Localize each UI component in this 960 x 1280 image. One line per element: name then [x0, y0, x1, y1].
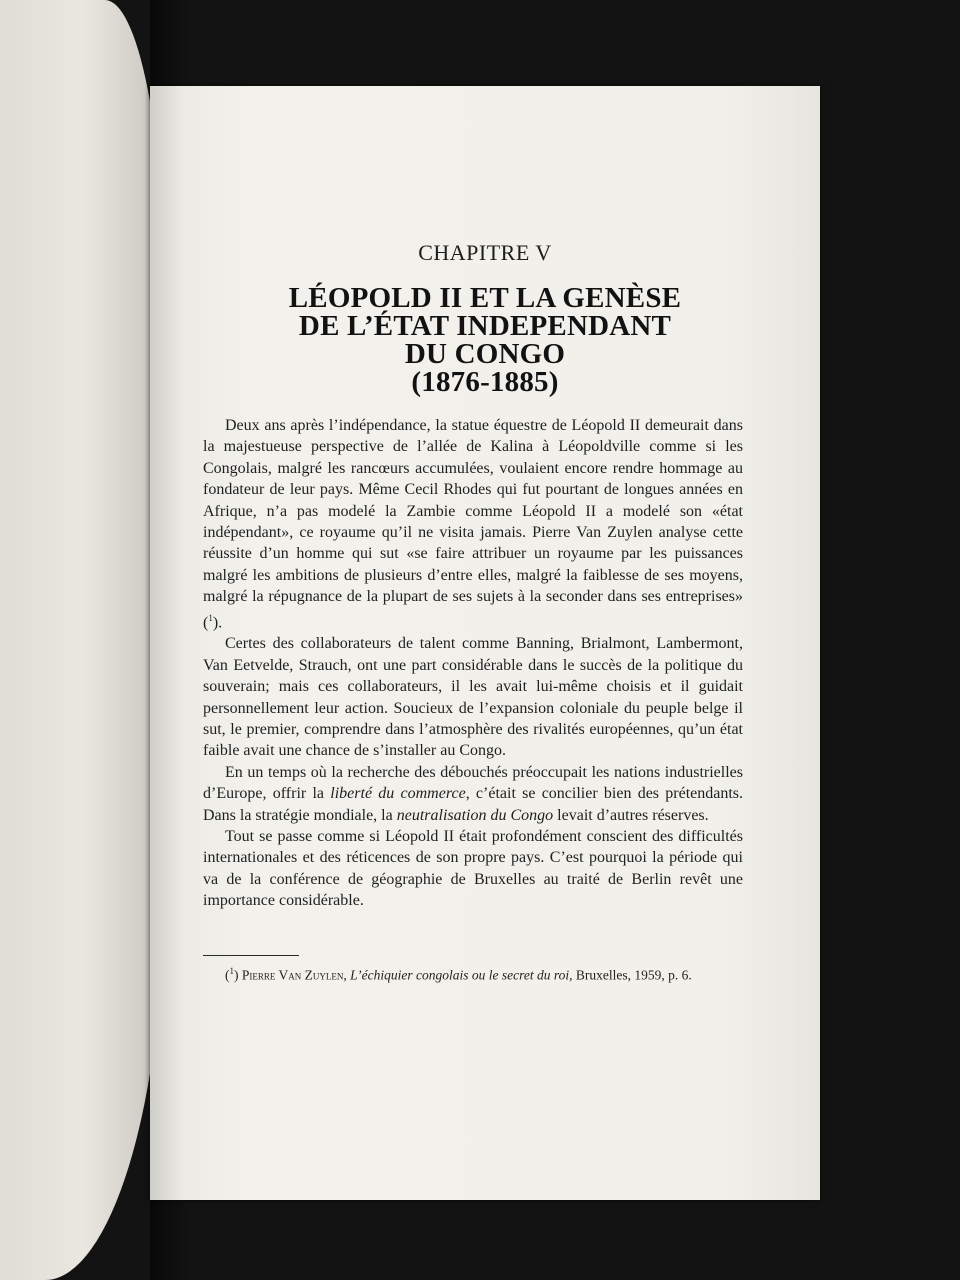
title-line: (1876-1885): [411, 366, 559, 398]
footnote-divider: [203, 955, 299, 956]
paragraph: Certes des collaborateurs de talent comme Banning, Brialmont, Lambermont, Van Eetvelde, Strauch, ont une part considérable dans le succès de la politique du souverain; mais ces collaborateurs, il les avait lui-même choisis et il guidait personnellement leur action. Soucieux de l’expansion coloniale du peuple belge il sut, le premier, comprendre dans l’atmosphère des rivalités européennes, qu’un état faible avait une chance de s’installer au Congo.: [203, 635, 743, 760]
paragraph: Tout se passe comme si Léopold II était profondément conscient des difficultés internationales et des réticences de son propre pays. C’est pourquoi la période qui va de la conférence de géographie de Bruxelles au traité de Berlin revêt une importance considérable.: [203, 828, 743, 910]
paragraph: Deux ans après l’indépendance, la statue équestre de Léopold II demeurait dans la majestueuse perspective de l’allée de Kalina à Léopoldville comme si les Congolais, malgré les rancœurs accumulées, voulaient encore rendre hommage au fondateur de leur pays. Même Cecil Rhodes qui fut pourtant de longues années en Afrique, n’a pas modelé la Zambie comme Léopold II a modelé son «état indépendant», ce royaume qu’il ne visita jamais. Pierre Van Zuylen analyse cette réussite d’un homme qui sut «se faire attribuer un royaume par les puissances malgré les ambitions de plusieurs d’entre elles, malgré la faiblesse de ses moyens, malgré la répugnance de la plupart de ses sujets à la seconder dans ses entreprises» ($^1$).: [203, 417, 743, 631]
emphasis: liberté du commerce: [330, 785, 466, 803]
paragraph: En un temps où la recherche des débouchés préoccupait les nations industrielles d’Europe, offrir la liberté du commerce, c’était se concilier bien des prétendants. Dans la stratégie mondiale, la neutralisation du Congo levait d’autres réserves.: [203, 763, 744, 824]
title-line: LÉOPOLD II ET LA GENÈSE: [288, 282, 682, 314]
title-line: DE L’ÉTAT INDEPENDANT: [298, 310, 672, 342]
book-page: [150, 86, 820, 1200]
footnote: ($^1$) Pierre Van Zuylen, L’échiquier congolais ou le secret du roi, Bruxelles, 1959, p. 6.: [225, 966, 692, 983]
title-line: DU CONGO: [404, 338, 566, 370]
footnote-number: 1: [229, 966, 234, 976]
footnote-ref: 1: [208, 612, 213, 623]
chapter-title: [150, 284, 820, 396]
chapter-label: CHAPITRE V: [418, 240, 552, 265]
footnote-author: Pierre Van Zuylen: [241, 967, 344, 983]
left-page: [0, 0, 165, 1280]
footnote-work: L’échiquier congolais ou le secret du roi: [350, 967, 570, 983]
body-text: [203, 415, 743, 912]
emphasis: neutralisation du Congo: [396, 806, 554, 824]
